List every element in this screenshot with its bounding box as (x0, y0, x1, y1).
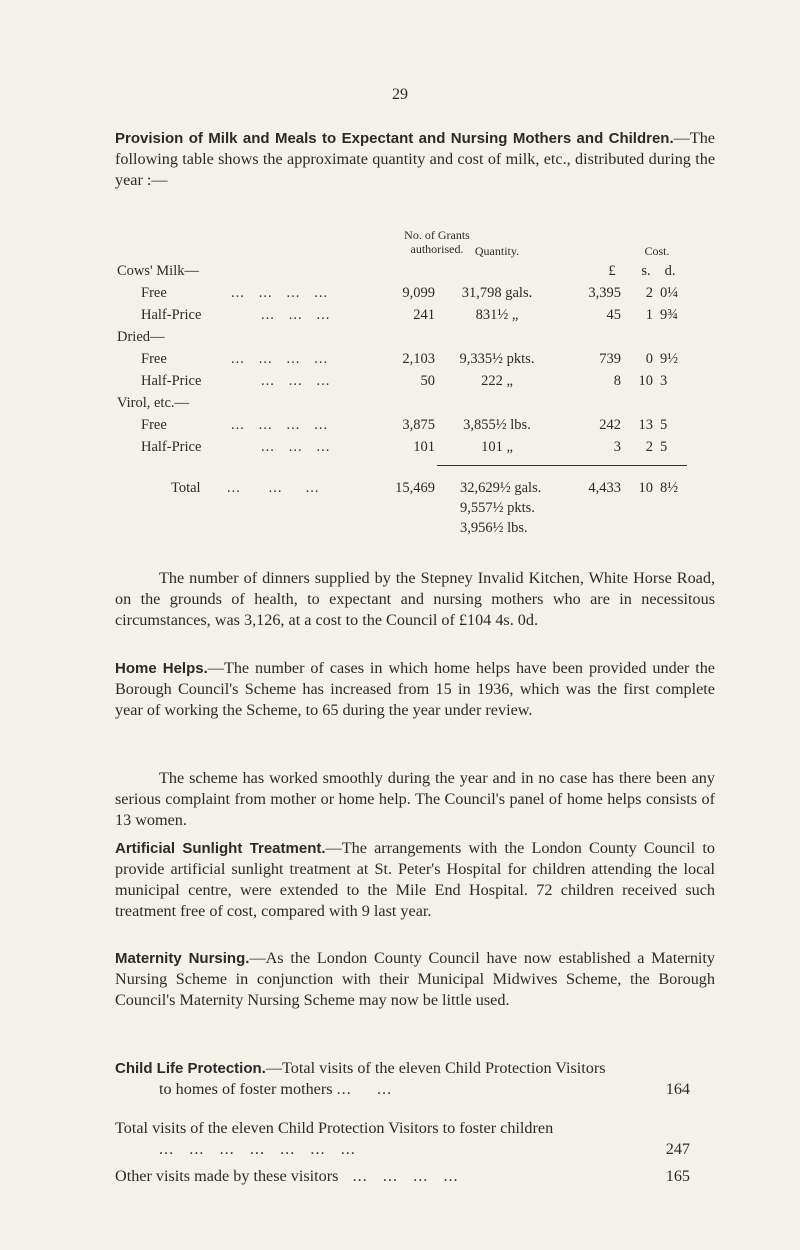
row-label: Free (141, 417, 167, 433)
total-shillings: 10 (638, 480, 653, 496)
milk-heading: Provision of Milk and Meals to Expectant and Nursing Mothers and Children. (115, 130, 674, 147)
child-life-item-2-value: 247 (665, 1140, 690, 1158)
row-pounds: 3,395 (588, 285, 621, 301)
leader-dots: ... ... ... (261, 373, 331, 389)
row-grants: 9,099 (402, 285, 435, 301)
sunlight-text: —The arrangements with the London County Council to provide artificial sunlight treatment at St. Peter's Hospital for children attending the local municipal centre, were extended to the Mile End Hospital. 72 children received such treatment free of cost, compared with 9 last year. (115, 839, 715, 920)
row-pounds: 739 (599, 351, 621, 367)
home-helps-section (115, 658, 715, 721)
child-life-item-1-value: 164 (665, 1080, 690, 1098)
row-grants: 101 (413, 439, 435, 455)
child-life-item-3 (115, 1166, 715, 1187)
row-pence: 9¾ (660, 307, 679, 323)
row-grants: 241 (413, 307, 435, 323)
total-pounds: 4,433 (588, 480, 621, 496)
group-label: Virol, etc.— (117, 395, 190, 411)
leader-dots: ... ... ... (227, 480, 320, 496)
sunlight-section (115, 838, 715, 922)
total-grants: 15,469 (395, 480, 435, 496)
total-pence: 8½ (660, 480, 679, 496)
maternity-section (115, 948, 715, 1011)
row-quantity: 222 „ (481, 373, 513, 389)
row-pounds: 242 (599, 417, 621, 433)
home-helps-text: —The number of cases in which home helps have been provided under the Borough Council's Scheme has increased from 15 in 1936, which was the first complete year of working the Scheme, to 65 during the year under review. (115, 659, 715, 719)
row-grants: 2,103 (402, 351, 435, 367)
row-quantity: 3,855½ lbs. (463, 417, 531, 433)
row-grants: 50 (420, 373, 435, 389)
row-pence: 5 (660, 439, 668, 455)
row-shillings: 13 (638, 417, 653, 433)
col-header-pounds: £ (608, 263, 616, 279)
child-life-item-2 (115, 1118, 715, 1160)
total-quantity-lbs: 3,956½ lbs. (460, 520, 528, 536)
row-label: Half-Price (141, 439, 202, 455)
col-header-cost: Cost. (644, 244, 670, 258)
row-grants: 3,875 (402, 417, 435, 433)
milk-intro: —The following table shows the approximate quantity and cost of milk, etc., distributed during the year :— (115, 129, 715, 189)
row-label: Free (141, 351, 167, 367)
col-header-grants: No. of Grants authorised. (404, 228, 470, 256)
row-pence: 5 (660, 417, 668, 433)
maternity-text: —As the London County Council have now established a Maternity Nursing Scheme in conjunction with their Municipal Midwives Scheme, the Borough Council's Maternity Nursing Scheme may now be little used. (115, 949, 715, 1009)
row-shillings: 0 (645, 351, 653, 367)
maternity-heading: Maternity Nursing. (115, 950, 250, 967)
row-pence: 0¼ (660, 285, 679, 301)
leader-dots: ... ... ... ... (231, 351, 329, 367)
total-quantity-pkts: 9,557½ pkts. (460, 500, 535, 516)
row-pence: 3 (660, 373, 668, 389)
row-label: Half-Price (141, 373, 202, 389)
col-header-quantity: Quantity. (474, 244, 520, 258)
row-pounds: 45 (606, 307, 621, 323)
sunlight-heading: Artificial Sunlight Treatment. (115, 840, 326, 857)
row-label: Free (141, 285, 167, 301)
row-quantity: 31,798 gals. (461, 285, 533, 301)
child-life-item-3-text: Other visits made by these visitors (115, 1167, 339, 1185)
row-shillings: 10 (638, 373, 653, 389)
home-helps-heading: Home Helps. (115, 660, 208, 677)
leader-dots: ... ... ... (261, 439, 331, 455)
leader-dots: ... ... (336, 1080, 393, 1098)
total-label: Total (171, 480, 201, 496)
total-quantity-gals: 32,629½ gals. (460, 480, 542, 496)
total-rule (437, 465, 687, 466)
row-quantity: 831½ „ (475, 307, 519, 323)
milk-section (115, 128, 715, 191)
page-number: 29 (392, 86, 408, 103)
home-helps-paragraph-2: The scheme has worked smoothly during the year and in no case has there been any serious complaint from mother or home help. The Council's panel of home helps consists of 13 women. (115, 769, 715, 829)
col-header-shillings: s. (641, 263, 651, 279)
group-label: Dried— (117, 329, 165, 345)
row-pounds: 8 (613, 373, 621, 389)
dinners-paragraph: The number of dinners supplied by the Stepney Invalid Kitchen, White Horse Road, on the grounds of health, to expectant and nursing mothers who are in necessitous circumstances, was 3,126, at a cost to the Council of £104 4s. 0d. (115, 569, 715, 629)
row-quantity: 9,335½ pkts. (459, 351, 535, 367)
group-label: Cows' Milk— (117, 263, 199, 279)
child-life-item-1-text: —Total visits of the eleven Child Protection Visitors to homes of foster mothers (159, 1059, 606, 1098)
col-header-pence: d. (664, 263, 676, 279)
leader-dots: ... ... ... ... (231, 417, 329, 433)
row-pence: 9½ (660, 351, 679, 367)
row-shillings: 1 (645, 307, 653, 323)
child-life-item-3-value: 165 (665, 1167, 690, 1185)
child-life-item-2-text: Total visits of the eleven Child Protection Visitors to foster children (115, 1119, 554, 1137)
row-quantity: 101 „ (481, 439, 513, 455)
row-shillings: 2 (645, 439, 653, 455)
row-shillings: 2 (645, 285, 653, 301)
row-pounds: 3 (613, 439, 621, 455)
leader-dots: ... ... ... ... (231, 285, 329, 301)
row-label: Half-Price (141, 307, 202, 323)
leader-dots: ... ... ... ... ... ... ... (159, 1140, 356, 1158)
child-life-item-1 (115, 1058, 715, 1100)
child-life-heading: Child Life Protection. (115, 1060, 266, 1077)
leader-dots: ... ... ... ... (342, 1167, 459, 1185)
leader-dots: ... ... ... (261, 307, 331, 323)
